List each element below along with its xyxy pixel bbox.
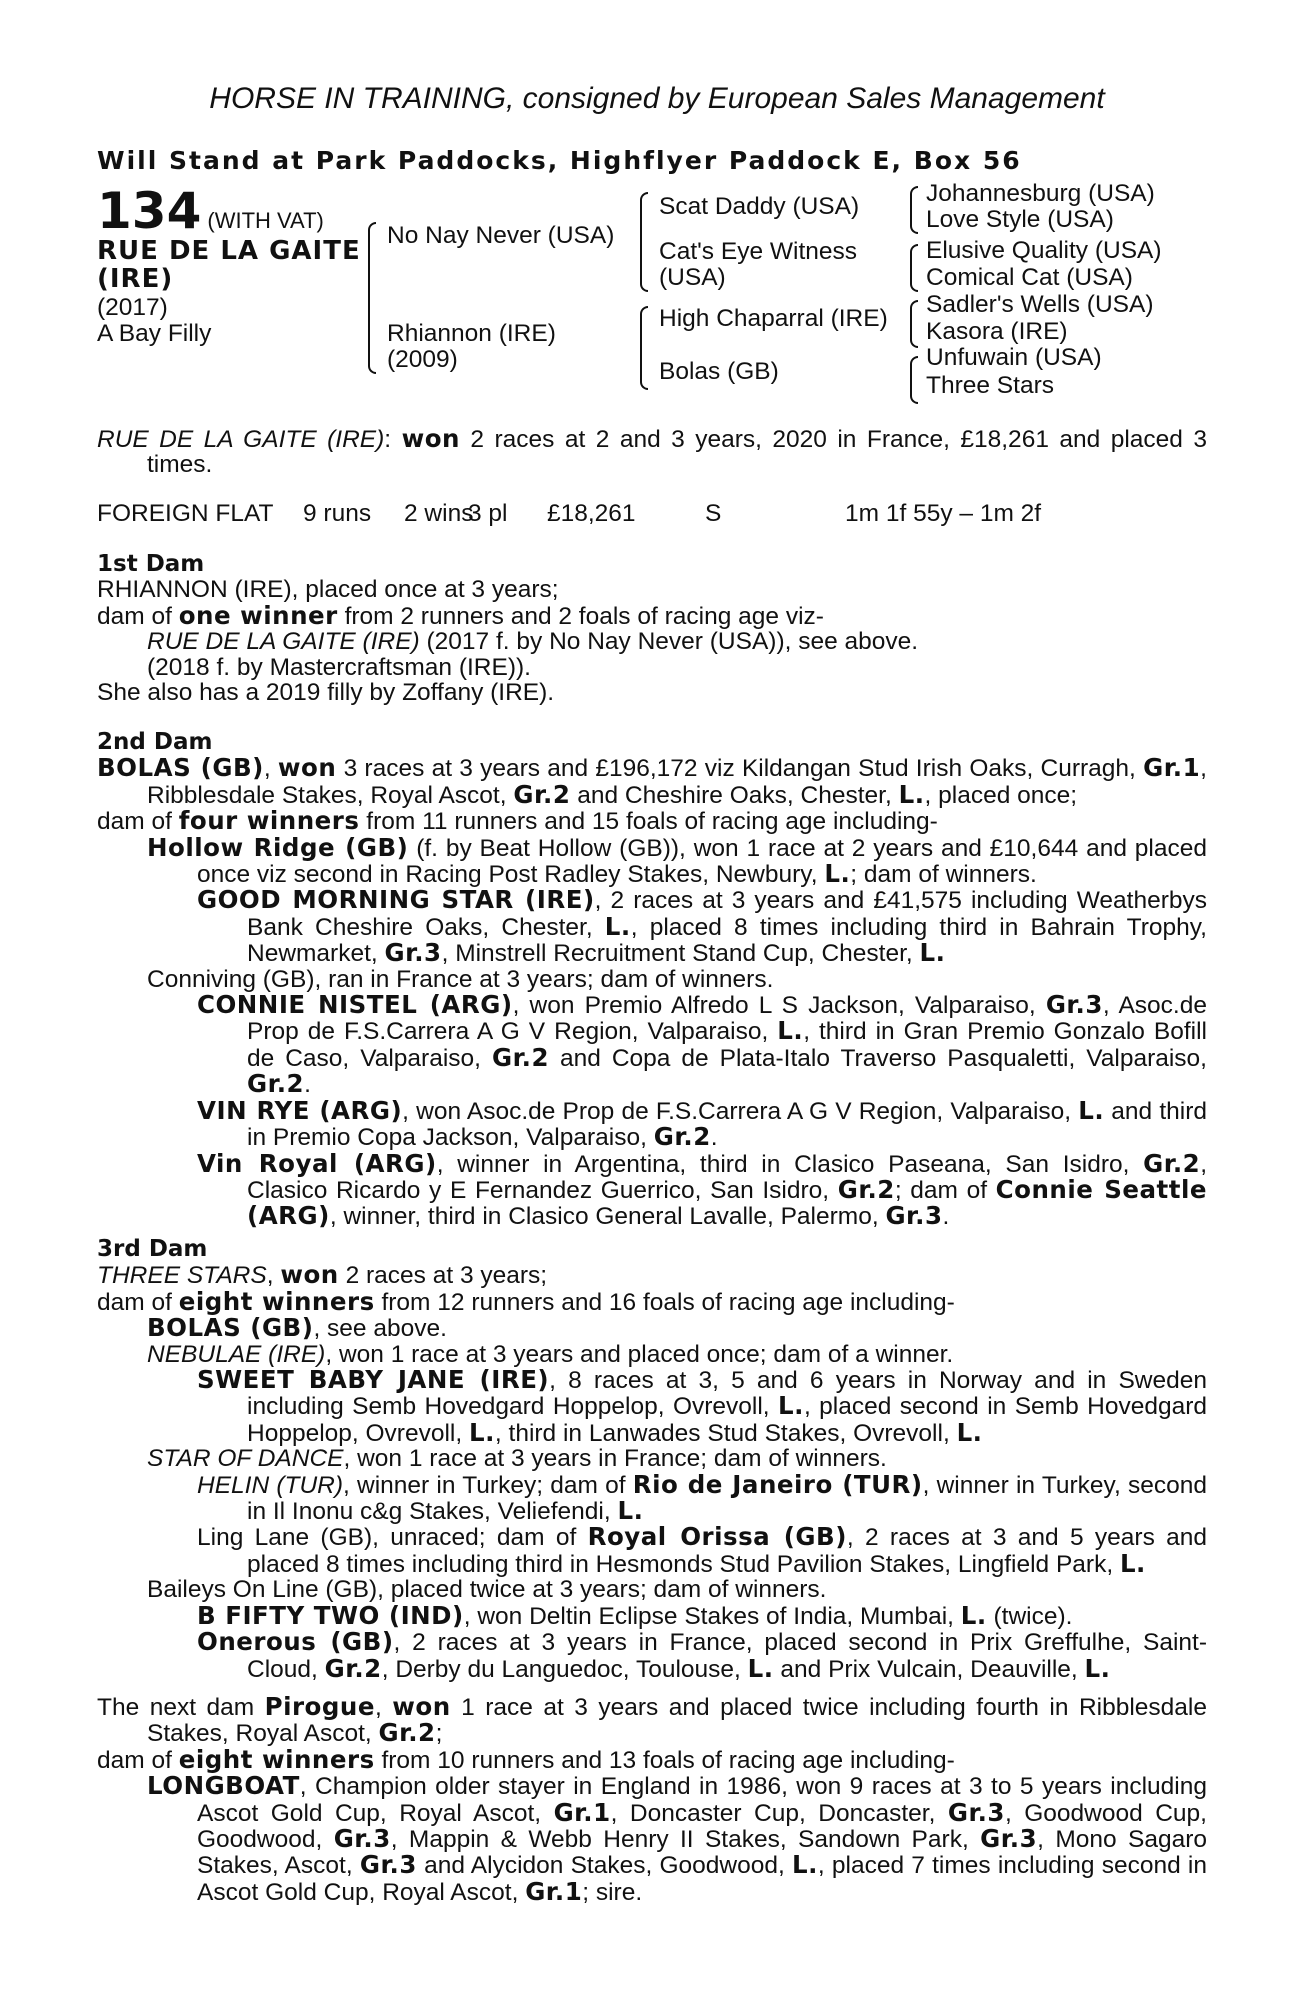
third-dam-para-8: Ling Lane (GB), unraced; dam of Royal Orissa (GB), 2 races at 3 and 5 years and placed 8 times including third in Hesmonds Stud Pavilion Stakes, Lingfield Park, L. xyxy=(197,1522,1207,1578)
next-dam-para-1: The next dam Pirogue, won 1 race at 3 years and placed twice including fourth in Ribblesdale Stakes, Royal Ascot, Gr.2; xyxy=(97,1692,1207,1748)
second-dam-para-7: VIN RYE (ARG), won Asoc.de Prop de F.S.Carrera A G V Region, Valparaiso, L. and third in Premio Copa Jackson, Valparaiso, Gr.2. xyxy=(197,1095,1207,1152)
pedigree-sire-sire: Scat Daddy (USA) xyxy=(659,193,860,220)
second-dam-para-3: Hollow Ridge (GB) (f. by Beat Hollow (GB)), won 1 race at 2 years and £10,644 and placed once viz second in Racing Post Radley Stakes, Newbury, L.; dam of winners. xyxy=(147,832,1207,889)
first-dam-section xyxy=(97,552,1207,705)
pedigree-brace-sire xyxy=(640,192,648,292)
pedigree-brace-dd xyxy=(910,356,918,404)
lot-number: 134 xyxy=(97,182,202,240)
pedigree-brace-dam xyxy=(640,306,648,390)
race-summary: RUE DE LA GAITE (IRE): won 2 races at 2 and 3 years, 2020 in France, £18,261 and placed 3 times. xyxy=(97,424,1207,479)
record-wins: 2 wins xyxy=(404,500,474,527)
page-title: HORSE IN TRAINING, consigned by European Sales Management xyxy=(209,82,1105,115)
pedigree-dam-dam: Bolas (GB) xyxy=(659,358,779,385)
pedigree-ss-dam: Love Style (USA) xyxy=(926,206,1114,233)
third-dam-para-1: THREE STARS, won 2 races at 3 years; xyxy=(97,1260,548,1290)
second-dam-para-4: GOOD MORNING STAR (IRE), 2 races at 3 years and £41,575 including Weatherbys Bank Cheshire Oaks, Chester, L., placed 8 times including third in Bahrain Trophy, Newmarket, Gr.3, Minstrell Recruitment Stand Cup, Chester, L. xyxy=(197,885,1207,968)
pedigree-dam: Rhiannon (IRE) xyxy=(387,320,556,347)
pedigree-ds-dam: Kasora (IRE) xyxy=(926,318,1068,345)
pedigree-brace-ss xyxy=(910,186,918,234)
third-dam-heading: 3rd Dam xyxy=(97,1236,208,1262)
second-dam-section xyxy=(97,730,1207,1230)
next-dam-para-3: LONGBOAT, Champion older stayer in England in 1986, won 9 races at 3 to 5 years including Ascot Gold Cup, Royal Ascot, Gr.1, Doncaster Cup, Doncaster, Gr.3, Goodwood Cup, Goodwood, Gr.3, Mappin & Webb Henry II Stakes, Sandown Park, Gr.3, Mono Sagaro Stakes, Ascot, Gr.3 and Alycidon Stakes, Goodwood, L., placed 7 times including second in Ascot Gold Cup, Royal Ascot, Gr.1; sire. xyxy=(147,1771,1207,1906)
record-category: FOREIGN FLAT xyxy=(97,500,274,527)
next-dam-section xyxy=(97,1694,1207,1905)
pedigree-brace-sd xyxy=(910,244,918,292)
third-dam-para-11: Onerous (GB), 2 races at 3 years in France, placed second in Prix Greffulhe, Saint-Cloud, Gr.2, Derby du Languedoc, Toulouse, L. and Prix Vulcain, Deauville, L. xyxy=(197,1627,1207,1683)
pedigree-dd-sire: Unfuwain (USA) xyxy=(926,344,1102,371)
first-dam-produce-line: dam of one winner from 2 runners and 2 foals of racing age viz- xyxy=(97,600,824,630)
second-dam-para-6: CONNIE NISTEL (ARG), won Premio Alfredo L S Jackson, Valparaiso, Gr.3, Asoc.de Prop de F.S.Carrera A G V Region, Valparaiso, L., third in Gran Premio Gonzalo Bofill de Caso, Valparaiso, Gr.2 and Copa de Plata-Italo Traverso Pasqualetti, Valparaiso, Gr.2. xyxy=(197,990,1207,1099)
first-dam-line: RHIANNON (IRE), placed once at 3 years; xyxy=(97,576,559,604)
third-dam-para-3: BOLAS (GB), see above. xyxy=(147,1313,447,1343)
second-dam-para-5: Conniving (GB), ran in France at 3 years; dam of winners. xyxy=(147,965,774,993)
summary-horse-name: RUE DE LA GAITE (IRE) xyxy=(97,426,385,453)
record-earnings: £18,261 xyxy=(547,500,636,527)
third-dam-para-7: HELIN (TUR), winner in Turkey; dam of Rio de Janeiro (TUR), winner in Turkey, second in Il Inonu c&g Stakes, Veliefendi, L. xyxy=(197,1469,1207,1526)
third-dam-para-2: dam of eight winners from 12 runners and 16 foals of racing age including- xyxy=(97,1286,955,1316)
first-dam-note: She also has a 2019 filly by Zoffany (IRE). xyxy=(97,679,555,707)
pedigree-dd-dam: Three Stars xyxy=(926,372,1054,399)
horse-name-line2: (IRE) xyxy=(97,264,174,294)
pedigree-ds-sire: Sadler's Wells (USA) xyxy=(926,291,1154,318)
third-dam-para-6: STAR OF DANCE, won 1 race at 3 years in France; dam of winners. xyxy=(147,1445,887,1473)
second-dam-heading: 2nd Dam xyxy=(97,729,213,755)
pedigree-dam-year: (2009) xyxy=(387,346,458,373)
record-going: S xyxy=(705,500,722,527)
first-dam-heading: 1st Dam xyxy=(97,551,205,577)
second-dam-para-2: dam of four winners from 11 runners and 15 foals of racing age including- xyxy=(97,806,938,836)
third-dam-para-4: NEBULAE (IRE), won 1 race at 3 years and placed once; dam of a winner. xyxy=(147,1340,954,1368)
third-dam-para-10: B FIFTY TWO (IND), won Deltin Eclipse Stakes of India, Mumbai, L. (twice). xyxy=(197,1600,1073,1630)
first-dam-foal-2: (2018 f. by Mastercraftsman (IRE)). xyxy=(147,653,531,681)
record-places: 3 pl xyxy=(468,500,508,527)
pedigree-sd-sire: Elusive Quality (USA) xyxy=(926,237,1162,264)
venue-line: Will Stand at Park Paddocks, Highflyer Paddock E, Box 56 xyxy=(97,146,1022,175)
summary-won: won xyxy=(401,424,460,453)
pedigree-sire: No Nay Never (USA) xyxy=(387,222,615,249)
second-dam-para-1: BOLAS (GB), won 3 races at 3 years and £196,172 viz Kildangan Stud Irish Oaks, Curragh, Gr.1, Ribblesdale Stakes, Royal Ascot, Gr.2 and Cheshire Oaks, Chester, L., placed once; xyxy=(97,753,1207,809)
summary-text: 2 races at 2 and 3 years, 2020 in France, £18,261 and placed 3 times. xyxy=(147,426,1207,479)
pedigree-dam-sire: High Chaparral (IRE) xyxy=(659,305,888,332)
pedigree-sd-dam: Comical Cat (USA) xyxy=(926,264,1133,291)
pedigree-ss-sire: Johannesburg (USA) xyxy=(926,180,1155,207)
next-dam-para-2: dam of eight winners from 10 runners and 13 foals of racing age including- xyxy=(97,1744,955,1774)
horse-name-line1: RUE DE LA GAITE xyxy=(97,236,361,266)
pedigree-sire-dam-country: (USA) xyxy=(659,264,726,291)
horse-year: (2017) xyxy=(97,294,168,321)
horse-description: A Bay Filly xyxy=(97,320,212,347)
pedigree-brace-gen1 xyxy=(368,222,376,374)
pedigree-sire-dam: Cat's Eye Witness xyxy=(659,238,858,265)
lot-header xyxy=(97,182,324,240)
record-runs: 9 runs xyxy=(303,500,372,527)
record-distance: 1m 1f 55y – 1m 2f xyxy=(845,500,1042,527)
first-dam-foal-1: RUE DE LA GAITE (IRE) (2017 f. by No Nay Never (USA)), see above. xyxy=(147,628,919,656)
pedigree-brace-ds xyxy=(910,300,918,348)
lot-vat: (WITH VAT) xyxy=(207,208,324,233)
third-dam-section xyxy=(97,1237,1207,1682)
third-dam-para-9: Baileys On Line (GB), placed twice at 3 years; dam of winners. xyxy=(147,1576,827,1604)
second-dam-para-8: Vin Royal (ARG), winner in Argentina, third in Clasico Paseana, San Isidro, Gr.2, Clasico Ricardo y E Fernandez Guerrico, San Isidro, Gr.2; dam of Connie Seattle (ARG), winner, third in Clasico General Lavalle, Palermo, Gr.3. xyxy=(197,1148,1207,1231)
third-dam-para-5: SWEET BABY JANE (IRE), 8 races at 3, 5 and 6 years in Norway and in Sweden including Semb Hovedgard Hoppelop, Ovrevoll, L., placed second in Semb Hovedgard Hoppelop, Ovrevoll, L., third in Lanwades Stud Stakes, Ovrevoll, L. xyxy=(197,1365,1207,1447)
